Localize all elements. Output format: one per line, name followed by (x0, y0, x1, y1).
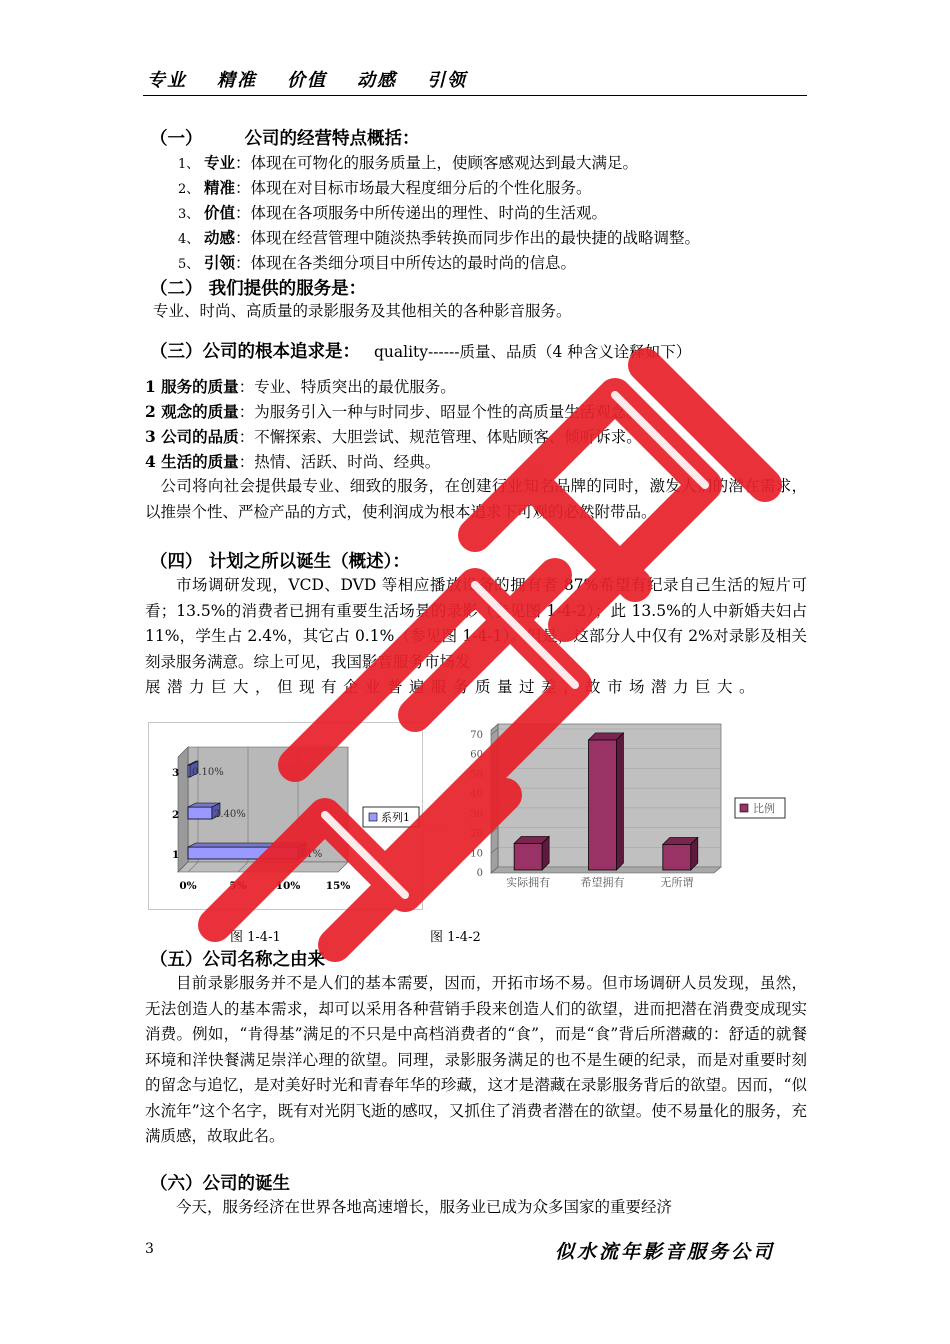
item-term: 动感 (204, 229, 236, 247)
chart-1-xtick: 15% (325, 880, 351, 892)
chart-2-category: 实际拥有 (506, 876, 551, 889)
item-sep: ： (235, 154, 251, 172)
feature-item (178, 151, 638, 173)
quality-item (145, 424, 642, 450)
quality-desc: ：热情、活跃、时尚、经典。 (238, 453, 441, 471)
chart-1-xtick: 0% (179, 880, 197, 892)
chart-2-caption: 图 1-4-2 (430, 930, 481, 945)
chart-1-caption: 图 1-4-1 (230, 930, 281, 945)
chart-2-ytick: 30 (470, 808, 483, 820)
header-rule (143, 95, 807, 96)
item-number: 5、 (178, 257, 200, 272)
item-desc: 体现在对目标市场最大程度细分后的个性化服务。 (250, 179, 592, 197)
feature-item (178, 251, 576, 273)
item-desc: 体现在可物化的服务质量上，使顾客感观达到最大满足。 (250, 154, 639, 172)
item-desc: 体现在各类细分项目中所传达的最时尚的信息。 (250, 254, 577, 272)
section-3-paragraph: 公司将向社会提供最专业、细致的服务，在创建行业知名品牌的同时，激发人们的潜在需求，以推崇个性、严检产品的方式，使利润成为根本追求下可观的必然附带品。 (145, 477, 807, 521)
chart-1-value-label: 0.10% (192, 767, 224, 778)
chart-1-4-2 (463, 722, 793, 894)
chart-1-bar-top (188, 843, 306, 847)
chart-2-ytick: 40 (470, 789, 483, 801)
chart-1-value-label: 2.40% (214, 809, 246, 820)
chart-1-xtick: 10% (275, 880, 301, 892)
item-number: 3、 (178, 207, 200, 222)
header-item: 精准 (217, 70, 257, 91)
section-3-heading (150, 338, 691, 365)
chart-2-ytick: 70 (470, 730, 483, 741)
chart-1-bar (188, 847, 298, 859)
chart-1-category: 3 (172, 767, 180, 779)
quality-term: 1 服务的质量 (145, 377, 239, 396)
section-4-title: （四） 计划之所以诞生（概述）： (150, 552, 410, 572)
chart-2-bar (589, 740, 617, 870)
header-item: 专业 (147, 70, 187, 91)
section-2-body: 专业、时尚、高质量的录影服务及其他相关的各种影音服务。 (153, 302, 572, 320)
chart-1-xtick: 5% (229, 880, 247, 892)
quality-desc: ：专业、特质突出的最优服务。 (238, 378, 456, 396)
section-1-title: 公司的经营特点概括： (244, 129, 420, 149)
header-slogan (147, 66, 497, 92)
feature-item (178, 226, 700, 248)
chart-1-category: 2 (172, 809, 180, 821)
chart-2-legend-label: 比例 (753, 802, 775, 815)
section-1-number: （一） (150, 129, 203, 149)
chart-1-4-1 (148, 722, 423, 910)
chart-1-side-wall (178, 747, 188, 872)
item-desc: 体现在经营管理中随淡热季转换而同步作出的最快捷的战略调整。 (250, 229, 701, 247)
feature-item (178, 176, 592, 198)
chart-1-category: 1 (172, 849, 180, 861)
chart-2-ytick: 10 (470, 848, 483, 860)
item-sep: ： (235, 229, 251, 247)
chart-1-bar (188, 765, 190, 777)
chart-2-category: 无所谓 (660, 876, 694, 889)
chart-2-ytick: 20 (470, 828, 483, 840)
quality-term: 2 观念的质量 (145, 402, 239, 421)
item-sep: ： (235, 254, 251, 272)
section-3-title: （三）公司的根本追求是： (150, 342, 360, 362)
header-item: 价值 (287, 70, 327, 91)
section-6-paragraph: 今天，服务经济在世界各地高速增长，服务业已成为众多国家的重要经济 (176, 1198, 673, 1216)
watermark-stroke (645, 365, 765, 485)
quality-desc: ：为服务引入一种与时同步、昭显个性的高质量生活观念。 (238, 403, 642, 421)
item-sep: ： (235, 204, 251, 222)
chart-2-ytick: 0 (476, 868, 483, 879)
quality-item (145, 449, 440, 475)
header-item: 动感 (357, 70, 397, 91)
item-number: 1、 (178, 157, 200, 172)
chart-2-bar (663, 844, 691, 870)
item-term: 精准 (204, 179, 236, 197)
page-number: 3 (145, 1241, 154, 1257)
header-item: 引领 (427, 70, 467, 91)
item-term: 引领 (204, 254, 236, 272)
item-term: 价值 (204, 204, 236, 222)
chart-2-legend-swatch (740, 804, 748, 812)
item-number: 4、 (178, 232, 200, 247)
item-sep: ： (235, 179, 251, 197)
chart-1-legend-label: 系列1 (381, 811, 410, 824)
chart-1-legend-swatch (369, 813, 377, 821)
item-desc: 体现在各项服务中所传递出的理性、时尚的生活观。 (250, 204, 608, 222)
item-number: 2、 (178, 182, 200, 197)
chart-2-bar-side (617, 733, 624, 870)
chart-2-category: 希望拥有 (580, 876, 625, 889)
footer-company: 似水流年影音服务公司 (555, 1241, 776, 1263)
chart-2-ytick: 50 (470, 769, 483, 781)
feature-item (178, 201, 607, 223)
quality-term: 4 生活的质量 (145, 452, 239, 471)
chart-1-value-label: 11% (300, 849, 323, 860)
quality-term: 3 公司的品质 (145, 427, 239, 446)
section-5-title: （五）公司名称之由来 (150, 950, 325, 970)
section-3-suffix: quality------质量、品质（4 种含义诠释如下） (374, 343, 692, 361)
chart-1-floor (178, 862, 348, 872)
chart-2-bar (514, 843, 542, 870)
section-6-title: （六）公司的诞生 (150, 1174, 290, 1194)
section-4-paragraph: 市场调研发现，VCD、DVD 等相应播放设备的拥有者 87%希望有纪录自己生活的短片可看；13.5%的消费者已拥有重要生活场景的录影（参见图 1-4-2）；此 13.5%的人中新婚夫妇占 11%，学生占 2.4%，其它占 0.1%（参见图 1-4-1）。但是，这部分人中仅有 2%对录影及相关刻录服务满意。综上可见，我国影音服务市场发 (145, 576, 807, 671)
quality-item (145, 374, 456, 400)
quality-desc: ：不懈探索、大胆尝试、规范管理、体贴顾客、倾听诉求。 (238, 428, 642, 446)
chart-1-bar (188, 807, 212, 819)
section-1-heading (150, 125, 420, 150)
section-2-title: （二） 我们提供的服务是： (150, 279, 367, 299)
section-4-last-line: 展潜力巨大，但现有企业普遍服务质量过差，故市场潜力巨大。 (145, 678, 762, 696)
section-5-paragraph: 目前录影服务并不是人们的基本需要，因而，开拓市场不易。但市场调研人员发现，虽然，无法创造人的基本需求，却可以采用各种营销手段来创造人们的欲望，进而把潜在消费变成现实消费。例如，“肯得基”满足的不只是中高档消费者的“食”，而是“食”背后所潜藏的：舒适的就餐环境和洋快餐满足崇洋心理的欲望。同理，录影服务满足的也不是生硬的纪录，而是对重要时刻的留念与追忆，是对美好时光和青春年华的珍藏，这才是潜藏在录影服务背后的欲望。因而，“似水流年”这个名字，既有对光阴飞逝的感叹，又抓住了消费者潜在的欲望。使不易量化的服务，充满质感，故取此名。 (145, 974, 807, 1145)
item-term: 专业 (204, 154, 236, 172)
quality-item (145, 399, 642, 425)
chart-2-ytick: 60 (470, 749, 483, 761)
